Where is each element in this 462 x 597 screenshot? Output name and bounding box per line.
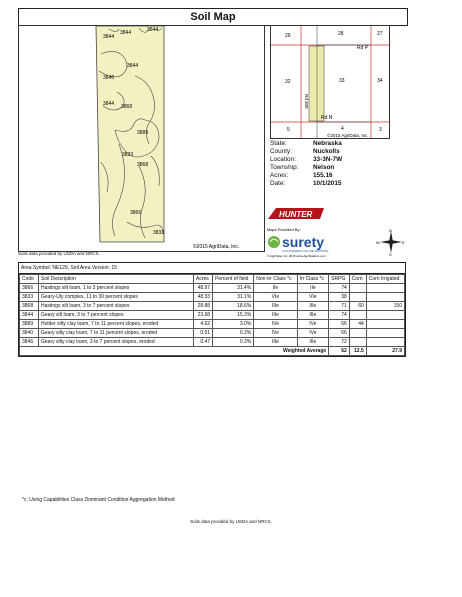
column-header: Code bbox=[20, 275, 39, 284]
table-cell: 31.4% bbox=[213, 284, 254, 293]
table-cell: 48.97 bbox=[194, 284, 213, 293]
soil-unit-label: 3833 bbox=[122, 152, 134, 158]
maps-provided-label: Maps Provided By: bbox=[267, 227, 301, 232]
surety-footer: © AgriData, Inc. 2015 www.AgriDataInc.com bbox=[267, 254, 326, 258]
info-label: County: bbox=[270, 148, 293, 156]
compass-s: S bbox=[389, 252, 392, 256]
table-cell: VIe bbox=[297, 293, 329, 302]
info-value: Nuckolls bbox=[313, 148, 340, 156]
table-cell: Geary-Uly complex, 11 to 30 percent slopes bbox=[39, 293, 194, 302]
table-cell: IIIe bbox=[254, 302, 297, 311]
table-cell: 23.68 bbox=[194, 311, 213, 320]
column-header: Corn bbox=[349, 275, 366, 284]
column-header: Corn Irrigated bbox=[366, 275, 404, 284]
table-row bbox=[20, 302, 405, 311]
location-info bbox=[270, 140, 410, 189]
soil-table bbox=[18, 262, 406, 357]
table-cell: IIe bbox=[297, 284, 329, 293]
road-label: Rd P bbox=[357, 45, 369, 51]
surety-wordmark: surety bbox=[282, 234, 325, 250]
weighted-label: Weighted Average bbox=[20, 347, 329, 356]
weighted-srpg: 62 bbox=[329, 347, 350, 356]
table-cell: 3840 bbox=[20, 329, 39, 338]
table-cell bbox=[366, 329, 404, 338]
compass-rose-icon bbox=[376, 228, 406, 256]
table-cell: 72 bbox=[329, 338, 350, 347]
table-cell: IIe bbox=[254, 284, 297, 293]
info-value: 10/1/2015 bbox=[313, 180, 342, 188]
table-cell: 66 bbox=[329, 320, 350, 329]
table-cell: 0.3% bbox=[213, 329, 254, 338]
table-cell: 15.3% bbox=[213, 311, 254, 320]
compass-e: E bbox=[402, 240, 405, 245]
soil-unit-label: 3889 bbox=[137, 130, 149, 136]
section-number: 29 bbox=[285, 33, 291, 39]
table-cell: Holder silty clay loam, 7 to 11 percent slopes, eroded bbox=[39, 320, 194, 329]
info-value: 155.16 bbox=[313, 172, 333, 180]
soil-unit-label: 3833 bbox=[153, 230, 165, 236]
section-number: 33 bbox=[339, 78, 345, 84]
table-cell bbox=[366, 311, 404, 320]
surety-tagline: CUSTOMIZED ONLINE MAPPING bbox=[282, 249, 329, 253]
table-cell: IVe bbox=[254, 329, 297, 338]
map-copyright: ©2015 AgriData, Inc. bbox=[193, 244, 240, 250]
column-header: Percent of field bbox=[213, 275, 254, 284]
table-cell bbox=[366, 293, 404, 302]
info-label: Acres: bbox=[270, 172, 289, 180]
column-header: Acres bbox=[194, 275, 213, 284]
soil-unit-label: 3840 bbox=[103, 75, 115, 81]
hunter-logo-text: HUNTER bbox=[279, 210, 313, 219]
locator-map[interactable] bbox=[270, 25, 390, 139]
table-cell: 3.0% bbox=[213, 320, 254, 329]
table-cell: IIIe bbox=[254, 338, 297, 347]
table-cell: 31.1% bbox=[213, 293, 254, 302]
table-cell: 74 bbox=[329, 284, 350, 293]
table-cell: 28.88 bbox=[194, 302, 213, 311]
table-cell: 74 bbox=[329, 311, 350, 320]
table-cell bbox=[349, 329, 366, 338]
table-cell: 3846 bbox=[20, 338, 39, 347]
table-cell: 150 bbox=[366, 302, 404, 311]
soil-unit-label: 3844 bbox=[103, 101, 115, 107]
table-cell: 71 bbox=[329, 302, 350, 311]
compass-n: N bbox=[389, 228, 392, 233]
column-header: Non-Irr Class *c bbox=[254, 275, 297, 284]
table-row bbox=[20, 320, 405, 329]
table-cell: 3889 bbox=[20, 320, 39, 329]
hunter-logo bbox=[266, 205, 328, 222]
table-row bbox=[20, 293, 405, 302]
table-cell: 3866 bbox=[20, 284, 39, 293]
locator-map-drawing bbox=[271, 26, 389, 138]
info-value: Nelson bbox=[313, 164, 335, 172]
info-value: 33-3N-7W bbox=[313, 156, 343, 164]
table-cell: 60 bbox=[349, 302, 366, 311]
info-label: State: bbox=[270, 140, 287, 147]
table-row bbox=[20, 284, 405, 293]
table-cell bbox=[349, 338, 366, 347]
table-cell bbox=[349, 311, 366, 320]
soil-map-drawing bbox=[19, 26, 264, 251]
table-cell: 0.51 bbox=[194, 329, 213, 338]
weighted-corn: 12.5 bbox=[349, 347, 366, 356]
table-cell: VIe bbox=[254, 293, 297, 302]
table-header-row bbox=[20, 275, 405, 284]
table-cell: 3833 bbox=[20, 293, 39, 302]
soil-unit-label: 3844 bbox=[127, 63, 139, 69]
info-label: Township: bbox=[270, 164, 299, 172]
page-title: Soil Map bbox=[18, 8, 408, 26]
table-cell bbox=[366, 338, 404, 347]
table-cell: 44 bbox=[349, 320, 366, 329]
source-note: Soils data provided by USDA and NRCS. bbox=[18, 251, 100, 256]
table-cell: IVe bbox=[297, 320, 329, 329]
table-cell bbox=[366, 320, 404, 329]
table-cell: 0.3% bbox=[213, 338, 254, 347]
soil-unit-label: 3866 bbox=[130, 210, 142, 216]
table-cell: Hastings silt loam, 1 to 3 percent slopes bbox=[39, 284, 194, 293]
table-cell bbox=[349, 284, 366, 293]
section-number: 28 bbox=[338, 31, 344, 37]
table-cell: IVe bbox=[297, 329, 329, 338]
column-header: Soil Description bbox=[39, 275, 194, 284]
info-label: Date: bbox=[270, 180, 286, 188]
info-label: Location: bbox=[270, 156, 296, 164]
table-cell: IIIe bbox=[297, 338, 329, 347]
table-cell: 18.6% bbox=[213, 302, 254, 311]
weighted-average-row bbox=[20, 347, 405, 356]
table-cell: IIIe bbox=[297, 311, 329, 320]
area-symbol: Area Symbol: NE129, Soil Area Version: 15 bbox=[19, 263, 405, 274]
source-note-bottom: Soils data provided by USDA and NRCS. bbox=[190, 519, 272, 524]
soil-map[interactable] bbox=[18, 25, 265, 252]
table-cell bbox=[366, 284, 404, 293]
surety-logo bbox=[266, 226, 368, 258]
compass-w: W bbox=[376, 240, 380, 245]
table-cell: 66 bbox=[329, 329, 350, 338]
table-row bbox=[20, 338, 405, 347]
table-cell: Geary silty clay loam, 3 to 7 percent slopes, eroded bbox=[39, 338, 194, 347]
table-row bbox=[20, 329, 405, 338]
section-number: 34 bbox=[377, 78, 383, 84]
column-header: SRPG bbox=[329, 275, 350, 284]
section-number: 3 bbox=[379, 127, 382, 133]
soil-data-table bbox=[19, 274, 405, 356]
section-number: 27 bbox=[377, 31, 383, 37]
table-cell: 3844 bbox=[20, 311, 39, 320]
table-cell: IIIe bbox=[254, 311, 297, 320]
table-cell: Hastings silt loam, 3 to 7 percent slopes bbox=[39, 302, 194, 311]
table-cell: 4.62 bbox=[194, 320, 213, 329]
table-cell: 38 bbox=[329, 293, 350, 302]
table-row bbox=[20, 311, 405, 320]
table-cell: 0.47 bbox=[194, 338, 213, 347]
road-label: Rd 300 bbox=[304, 94, 309, 109]
section-number: 5 bbox=[287, 127, 290, 133]
table-cell: 3868 bbox=[20, 302, 39, 311]
table-cell: IVe bbox=[254, 320, 297, 329]
table-cell: Geary silty clay loam, 7 to 11 percent slopes, eroded bbox=[39, 329, 194, 338]
weighted-corn-irrigated: 27.9 bbox=[366, 347, 404, 356]
table-cell: 48.33 bbox=[194, 293, 213, 302]
table-cell: IIIe bbox=[297, 302, 329, 311]
info-value: Nebraska bbox=[313, 140, 342, 147]
table-cell: Geary silt loam, 3 to 7 percent slopes bbox=[39, 311, 194, 320]
locator-copyright: ©2015 AgriData, Inc. bbox=[327, 133, 369, 138]
soil-unit-label: 3868 bbox=[137, 162, 149, 168]
soil-unit-label: 3844 bbox=[147, 27, 159, 33]
section-number: 32 bbox=[285, 79, 291, 85]
soil-unit-label: 3844 bbox=[120, 30, 132, 36]
section-number: 4 bbox=[341, 126, 344, 132]
table-cell bbox=[349, 293, 366, 302]
road-label: Rd N bbox=[321, 115, 333, 121]
column-header: Irr Class *c bbox=[297, 275, 329, 284]
soil-unit-label: 3868 bbox=[121, 104, 133, 110]
footnote: *c: Using Capabilities Class Dominant Condition Aggregation Method bbox=[22, 497, 175, 503]
soil-unit-label: 3844 bbox=[103, 34, 115, 40]
